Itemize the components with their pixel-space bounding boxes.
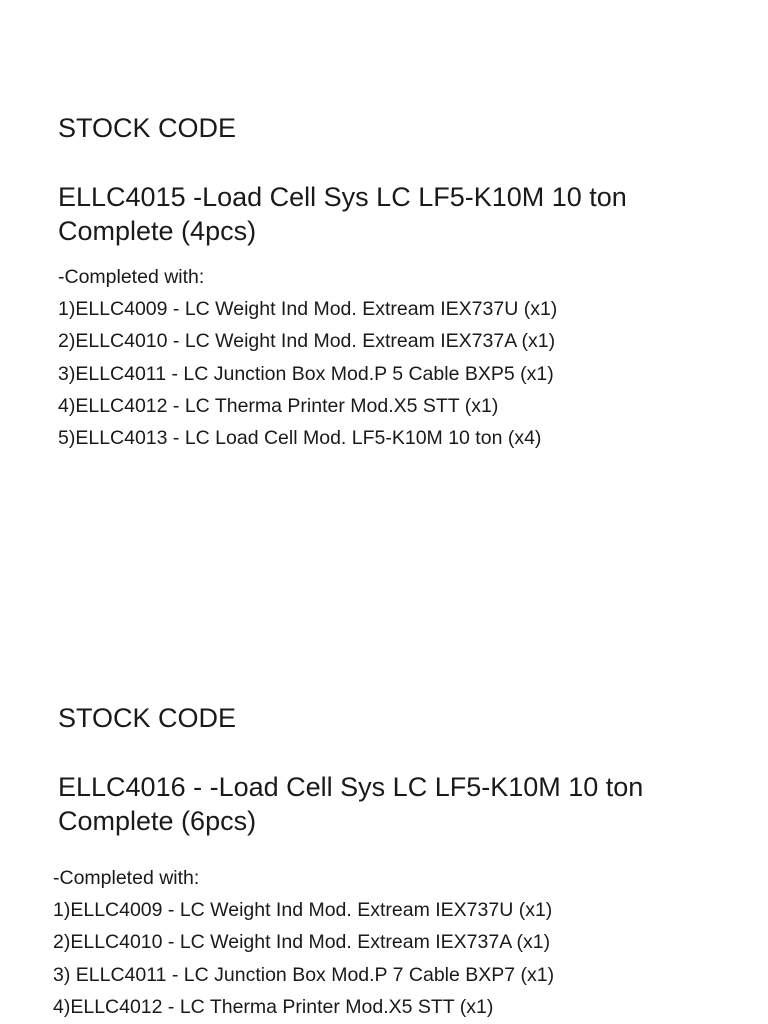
- component-list: [53, 862, 554, 1023]
- product-title: ELLC4016 - -Load Cell Sys LC LF5-K10M 10 ton Complete (6pcs): [58, 772, 644, 836]
- list-item: 2)ELLC4010 - LC Weight Ind Mod. Extream IEX737A (x1): [58, 330, 556, 353]
- component-list: [58, 261, 557, 454]
- list-item: 1)ELLC4009 - LC Weight Ind Mod. Extream IEX737U (x1): [58, 298, 558, 321]
- list-item: 1)ELLC4009 - LC Weight Ind Mod. Extream IEX737U (x1): [53, 899, 553, 922]
- list-item: 2)ELLC4010 - LC Weight Ind Mod. Extream IEX737A (x1): [53, 931, 551, 954]
- list-item: 4)ELLC4012 - LC Therma Printer Mod.X5 STT (x1): [58, 394, 499, 417]
- stock-code-label: STOCK CODE: [58, 113, 237, 143]
- list-item: 3) ELLC4011 - LC Junction Box Mod.P 7 Cable BXP7 (x1): [53, 963, 555, 986]
- list-intro: -Completed with:: [53, 867, 200, 889]
- list-item: 4)ELLC4012 - LC Therma Printer Mod.X5 STT (x1): [53, 995, 494, 1018]
- list-intro: -Completed with:: [58, 266, 205, 288]
- list-item: 5)ELLC4013 - LC Load Cell Mod. LF5-K10M 10 ton (x4): [58, 427, 542, 450]
- product-title: ELLC4015 -Load Cell Sys LC LF5-K10M 10 ton Complete (4pcs): [58, 182, 627, 246]
- stock-code-label: STOCK CODE: [58, 703, 237, 733]
- list-item: 3)ELLC4011 - LC Junction Box Mod.P 5 Cable BXP5 (x1): [58, 362, 554, 385]
